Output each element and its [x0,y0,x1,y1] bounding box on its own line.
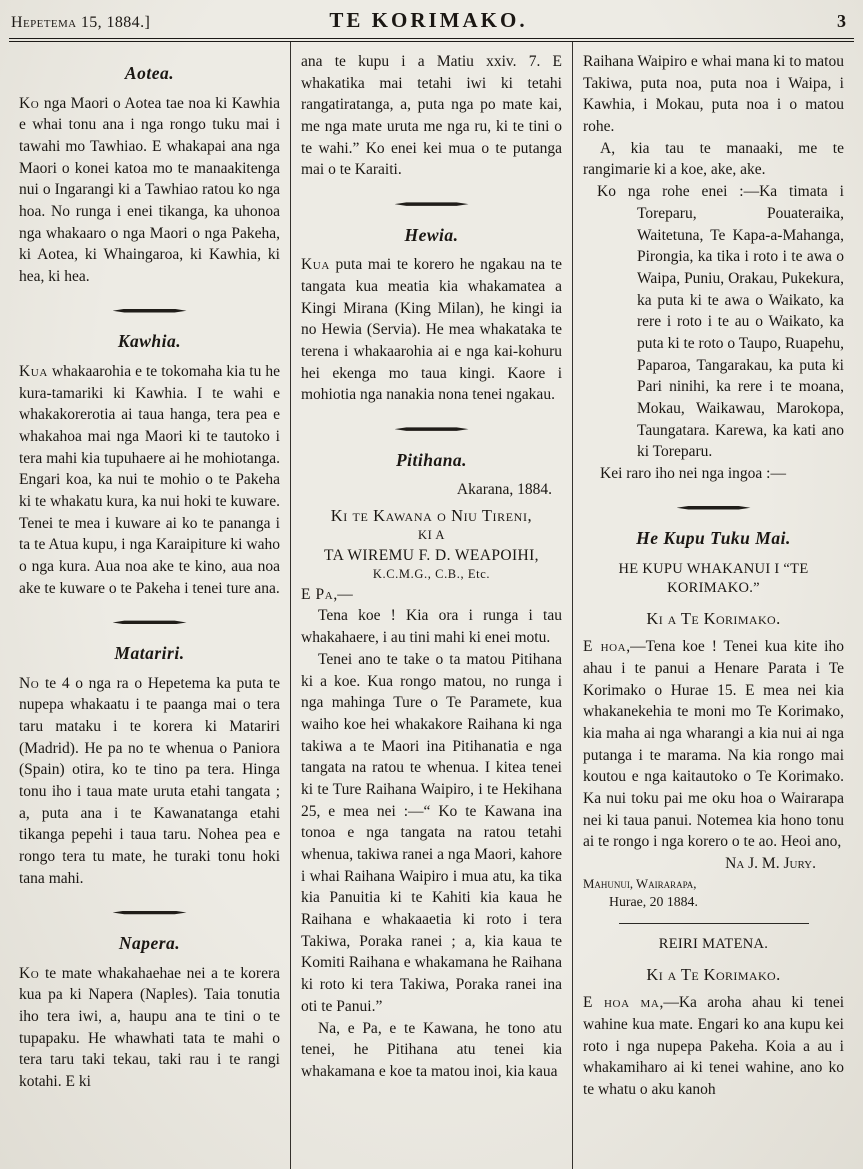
article-title: Matariri. [114,643,185,664]
paragraph: A, kia tau te manaaki, me te rangimarie ki a koe, ake, ake. [583,139,844,179]
signature: Na J. M. Jury. [725,855,816,873]
paragraph: No te 4 o nga ra o Hepetema ka puta te nupepa whakaatu i te paanga mai o tera taru mataku i te korera ki Matariri (Madrid). He pa no te whenua o Paniora (Spain) otira, ko te tino pa tera. Hinga tonu iho i taua mate uruta etahi tangata ; a, puta ana i te Kawanatanga etahi tikanga pepehi i taua taru. Nohea pea e rongo tera tu mate, he turaki tonu hoki tana mahi. [19,674,280,887]
ornament-rule-icon [677,506,751,510]
section-divider [19,900,280,922]
article-columns [9,42,854,1169]
paragraph: Na, e Pa, e te Kawana, he tono atu tenei, he Pitihana atu tenei kia whakamana e koe ta matou inoi, kia kaua [301,1019,562,1080]
paragraph: Kua whakaarohia e te tokomaha kia tu he kura-tamariki ki Kawhia. I te wahi e whakakorerotia ai taua hanga, tera pea e whakahoa mai nga Maori ki te tautoko i tera mahi kia tupuhaere ai he mohiotanga. Engari koa, ka nui te mohio o te Pakeha ki te whakatu kura, ka nui hoki te kuware. Tenei te mea i kuware ai ko te pananga i ta te Atua kupu, i nga Karaipiture ki waho o nga kura. Aua noa ake te kino, aua noa ake te kuware o te Pakeha i tenei ture ana. [19,362,280,597]
column [9,42,290,1169]
paragraph: Kua puta mai te korero he ngakau na te tangata kua meatia kia whakamatea a Kingi Mirana (King Milan), he kingi ia no Hewia (Servia). He mea whakataka te terena i whakaarohia ai e nga kai-kohuru hei ekenga mo taua kingi. Kaore i mohiotia nga nanakia nona tenei ngakau. [301,256,562,404]
article-title: Aotea. [124,63,175,83]
section-divider [583,495,844,517]
issue-date: Hepetema 15, 1884.] [11,14,151,31]
paragraph: E hoa,—Tena koe ! Tenei kua kite iho ahau i te panui a Henare Parata i Te Korimako o Hurae 15. E mea nei kia whakanekehia te moni mo Te Korimako, kia maha ai nga wharangi a kia nui ai nga putanga i te marama. Na kia rongo mai koutou e nga kaitautoko o Te Korimako. Ka nui toku pai me oku hoa o Wairarapa nei ki taua panui. Notemea kia hono tonu ai te rongo i nga korero o te ao. Heoi ano, [583,638,844,851]
leading-small-caps: No [19,674,40,692]
salutation-heading: Ki a Te Korimako. [646,965,781,985]
ornament-rule-icon [113,309,187,313]
section-divider [301,416,562,438]
boundaries-paragraph: Ko nga rohe enei :—Ka timata i Toreparu, Pouateraika, Waitetuna, Te Kapa-a-Mahanga, Pirongia, ka tika i roto i te awa o Waipa, Puniu, Orakau, Pukekura, ka puta ki te awa o Waikato, ka rere i roto i te au o Waikato, ka puta ki te roto o Taupo, Ruapehu, Paparoa, Tangarakau, ka puta ki Pari ninihi, ka rere i te moana, Mokau, Waikawau, Marokopa, Taungatara. Karewa, ka kati ano ki Toreparu. [597,183,844,461]
leading-small-caps: E hoa ma [583,994,660,1012]
leading-small-caps: E Pa [301,585,334,603]
paragraph: Ko te mate whakahaehae nei a te korera kua pa ki Napera (Naples). Taia tonutia iho tera iwi, a, haupu ana te tini o te tupapaku. He whawhati tata te mahi o tera taru taki tekau, taki rau i te rangi kotahi. E ki [19,964,280,1091]
paragraph: E hoa ma,—Ka aroha ahau ki tenei wahine kua mate. Engari ko ana kupu kei roto i nga nupepa Pakeha. Koia a au i whakamiharo ai ki tenei wahine, ano ko te whatu o aku kanoh [583,994,844,1099]
paragraph: Tenei ano te take o ta matou Pitihana ki a koe. Kua rongo matou, no runga i nga mahinga Ture o Te Paramete, kua waiho koe hei whakakore Raihana ki nga takiwa a te Maori ina Pitihanatia e nga tangata na ratou te whenua. I kitea tenei ki te Ture Raihana Waipiro, i te Hekihana 25, e mea nei :—“ Ko te Kawana ina tonoa e nga tangata na ratou tetahi whenua, takiwa ranei a nga Maori, kahore i whai Raihana Waipiro i mua atu, ka tika kia Panuitia ki te Kahiti kia kaua he Raihana e whakaaetia ki roto i tera Takiwa, Poraka ranei ; a, kia kaua te Komiti Raihana e whakamana he Raihana ki roto ki tera Takiwa, Poraka ranei ina oti te Panui.” [301,650,562,1015]
article-title: He Kupu Tuku Mai. [636,528,791,549]
paragraph: Ko nga Maori o Aotea tae noa ki Kawhia e whai tonu ana i nga rongo tuku mai i tawahi mo Tawhiao. E whakapai ana nga Maori o konei katoa mo te manaakitenga nui o Ingarangi ki a Tawhiao ratou ko nga hoa. No runga i enei tikanga, ka uhonoa nga whakaaro o nga Maori o nga Pakeha, ki Aotea, ki Whaingaroa, ki Kawhia, ki hea, ki hea. [19,94,280,285]
section-divider [19,609,280,631]
article-title: Hewia. [404,224,459,245]
section-rule [619,923,809,924]
page-number: 3 [837,11,846,31]
column [572,42,854,1169]
paragraph: E Pa,— [301,585,353,603]
leading-small-caps: Kua [19,362,48,380]
paragraph: ana te kupu i a Matiu xxiv. 7. E whakatika mai tetahi iwi ki tetahi rangatiratanga, a, puta nga po mate kai, me nga mate uruta me nga ru, ki te tini o te wahi.” Ko enei kei mua o te putanga mai o te Karaiti. [301,53,562,179]
article-title: Napera. [118,933,181,954]
salutation-heading: Ki a Te Korimako. [646,609,781,629]
leading-small-caps: E hoa [583,638,627,656]
paragraph: Raihana Waipiro e whai mana ki to matou Takiwa, puta noa, puta noa i Waipa, i Kawhia, i Mokau, puta noa i o matou rohe. [583,53,844,136]
paragraph: Kei raro iho nei nga ingoa :— [600,465,786,483]
date-line: Hurae, 20 1884. [609,893,698,909]
dateline: Akarana, 1884. [456,481,552,499]
leading-small-caps: Ko [19,964,40,982]
recipient-detail: KI A [417,528,446,543]
masthead [9,5,854,42]
ornament-rule-icon [395,427,469,431]
article-title: Kawhia. [117,331,182,352]
recipient-detail: K.C.M.G., C.B., Etc. [372,567,491,582]
newspaper-title: TE KORIMAKO. [329,8,528,32]
article-title: Pitihana. [395,449,468,470]
ornament-rule-icon [395,202,469,206]
column [290,42,572,1169]
section-heading: REIRI MATENA. [658,936,769,953]
section-divider [301,191,562,213]
leading-small-caps: Kua [301,256,330,274]
recipient-title: Ki te Kawana o Niu Tireni, [330,506,533,525]
ornament-rule-icon [113,620,187,624]
leading-small-caps: Ko [19,94,40,112]
section-divider [19,298,280,320]
section-heading: HE KUPU WHAKANUI I “TE KORIMAKO.” [618,560,809,597]
recipient-name: TA WIREMU F. D. WEAPOIHI, [324,546,539,564]
place-line: Mahunui, Wairarapa, [583,876,697,891]
paragraph: Tena koe ! Kia ora i runga i tau whakahaere, i au tini mahi ki enei motu. [301,607,562,647]
ornament-rule-icon [113,911,187,915]
